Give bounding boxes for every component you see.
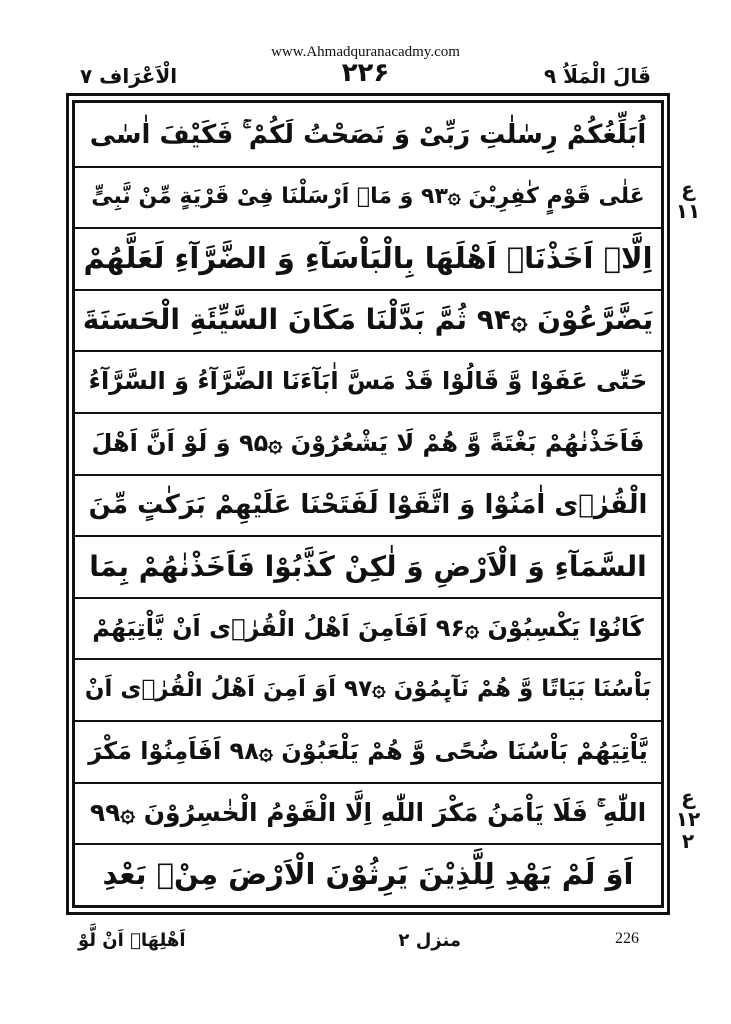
text-line: اُبَلِّغُكُمْ رِسٰلٰتِ رَبِّیْ وَ نَصَحْتُ لَكُمْ ۚ فَكَیْفَ اٰسٰی bbox=[89, 119, 647, 150]
manzil-label: منزل ۲ bbox=[398, 930, 461, 951]
text-line: یَّاْتِیَهُمْ بَاْسُنَا ضُحًی وَّ هُمْ یَلْعَبُوْنَ ۞۹۸ اَفَاَمِنُوْا مَكْرَ bbox=[88, 737, 648, 765]
text-line: اَوَ لَمْ یَهْدِ لِلَّذِیْنَ یَرِثُوْنَ الْاَرْضَ مِنْۢ بَعْدِ bbox=[102, 857, 634, 892]
catchword: اَهْلِهَاۤ اَنْ لَّوْ bbox=[78, 930, 186, 951]
text-line: اِلَّاۤ اَخَذْنَاۤ اَهْلَهَا بِالْبَاْسَآءِ وَ الضَّرَّآءِ لَعَلَّهُمْ bbox=[83, 241, 653, 276]
para-name: قَالَ الْمَلَاُ ۹ bbox=[543, 64, 651, 88]
text-line: یَضَّرَّعُوْنَ ۞۹۴ ثُمَّ بَدَّلْنَا مَكَانَ السَّیِّئَةِ الْحَسَنَةَ bbox=[82, 303, 654, 337]
text-line: الْقُرٰۤی اٰمَنُوْا وَ اتَّقَوْا لَفَتَحْنَا عَلَیْهِمْ بَرَكٰتٍ مِّنَ bbox=[88, 489, 648, 520]
surah-name: الْاَعْرَاف ۷ bbox=[80, 64, 178, 88]
text-line: كَانُوْا یَكْسِبُوْنَ ۞۹۶ اَفَاَمِنَ اَهْلُ الْقُرٰۤی اَنْ یَّاْتِیَهُمْ bbox=[92, 613, 644, 642]
text-line: بَاْسُنَا بَیَاتًا وَّ هُمْ نَآىِٕمُوْنَ ۞۹۷ اَوَ اَمِنَ اَهْلُ الْقُرٰۤی اَنْ bbox=[84, 676, 652, 703]
text-line: اللّٰهِ ۚ فَلَا یَاْمَنُ مَكْرَ اللّٰهِ اِلَّا الْقَوْمُ الْخٰسِرُوْنَ ۞۹۹ bbox=[89, 797, 647, 827]
ruku-mark-lower: ع ۱۲ ۲ bbox=[675, 785, 701, 853]
page-number: 226 bbox=[615, 930, 639, 947]
text-line: حَتّٰی عَفَوْا وَّ قَالُوْا قَدْ مَسَّ اٰبَآءَنَا الضَّرَّآءُ وَ السَّرَّآءُ bbox=[88, 367, 648, 396]
text-line: السَّمَآءِ وَ الْاَرْضِ وَ لٰكِنْ كَذَّبُوْا فَاَخَذْنٰهُمْ بِمَا bbox=[89, 549, 647, 583]
page-number-arabic: ۲۲۶ bbox=[341, 58, 390, 88]
website-url: www.Ahmadquranacadmy.com bbox=[271, 44, 460, 60]
text-line: فَاَخَذْنٰهُمْ بَغْتَةً وَّ هُمْ لَا یَشْعُرُوْنَ ۞۹۵ وَ لَوْ اَنَّ اَهْلَ bbox=[91, 429, 645, 457]
ruku-mark-upper: ع ۱۱ bbox=[675, 177, 701, 223]
text-line: عَلٰی قَوْمٍ كٰفِرِیْنَ ۞۹۳ وَ مَاۤ اَرْسَلْنَا فِیْ قَرْیَةٍ مِّنْ نَّبِیٍّ bbox=[91, 184, 645, 210]
